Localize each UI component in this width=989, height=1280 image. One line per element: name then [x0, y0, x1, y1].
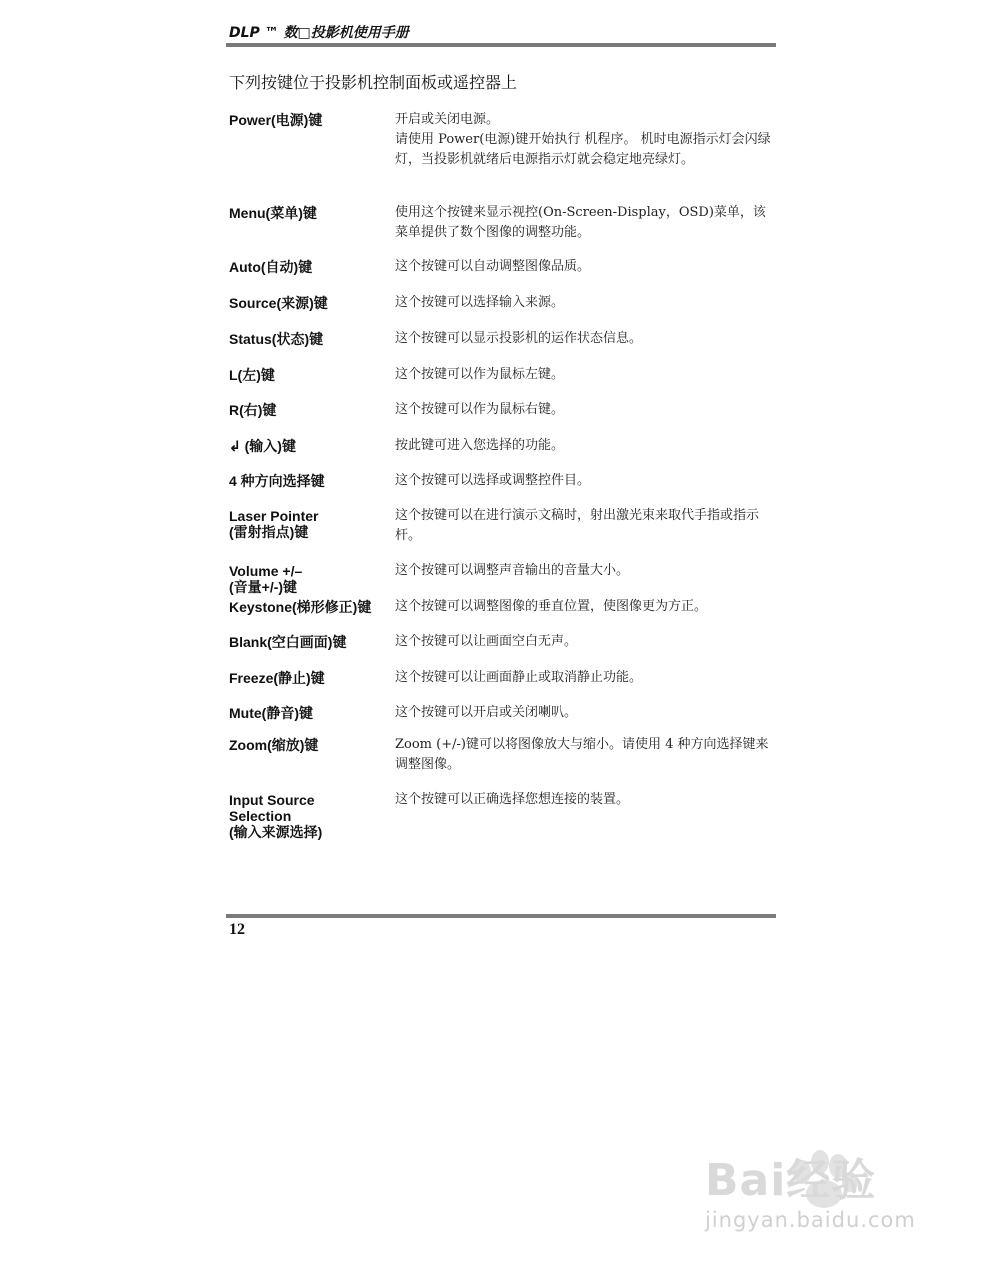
key-name: Status(状态)键: [229, 331, 324, 347]
key-description: 这个按键可以调整声音输出的音量大小。: [395, 563, 630, 578]
key-name: Power(电源)键: [229, 112, 323, 128]
key-description: Zoom (+/-)键可以将图像放大与缩小。请使用 4 种方向选择键来调整图像。: [395, 737, 769, 772]
key-name: Input Source Selection (输入来源选择): [229, 792, 323, 840]
key-description: 这个按键可以调整图像的垂直位置，使图像更为方正。: [395, 599, 708, 614]
key-description: 这个按键可以作为鼠标左键。: [395, 367, 565, 382]
key-description: 这个按键可以开启或关闭喇叭。: [395, 705, 578, 720]
key-description: 这个按键可以作为鼠标右键。: [395, 402, 565, 417]
key-description: 这个按键可以选择输入来源。: [395, 295, 565, 310]
key-description: 这个按键可以在进行演示文稿时，射出激光束来取代手指或指示杆。: [395, 508, 760, 543]
key-name: Keystone(梯形修正)键: [229, 599, 372, 615]
key-description: 按此键可进入您选择的功能。: [395, 438, 565, 453]
header-title: DLP ™ 数□投影机使用手册: [229, 25, 409, 41]
key-name: Freeze(静止)键: [229, 670, 325, 686]
key-description: 这个按键可以让画面空白无声。: [395, 634, 578, 649]
page-number: 12: [229, 921, 245, 938]
watermark-logo-text: Bai经验: [705, 1155, 877, 1206]
key-name: Mute(静音)键: [229, 705, 313, 721]
key-name: 4 种方向选择键: [229, 473, 325, 489]
key-name: Blank(空白画面)键: [229, 634, 347, 650]
section-heading: 下列按键位于投影机控制面板或遥控器上: [229, 73, 518, 92]
key-description: 这个按键可以显示投影机的运作状态信息。: [395, 331, 643, 346]
key-name: Menu(菜单)键: [229, 205, 317, 221]
key-name: Volume +/– (音量+/-)键: [229, 563, 303, 595]
header-rule: [226, 43, 776, 47]
key-description: 这个按键可以让画面静止或取消静止功能。: [395, 670, 643, 685]
key-description: 使用这个按键来显示视控(On-Screen-Display，OSD)菜单，该菜单提供了数个图像的调整功能。: [395, 205, 766, 240]
key-description: 开启或关闭电源。 请使用 Power(电源)键开始执行 机程序。 机时电源指示灯会闪绿灯，当投影机就绪后电源指示灯就会稳定地亮绿灯。: [395, 112, 771, 167]
key-name: Zoom(缩放)键: [229, 737, 319, 753]
key-description: 这个按键可以正确选择您想连接的装置。: [395, 792, 630, 807]
key-name: R(右)键: [229, 402, 277, 418]
footer-rule: [226, 914, 776, 918]
key-name: ↲ (输入)键: [229, 438, 296, 454]
watermark-url: jingyan.baidu.com: [705, 1208, 916, 1232]
key-name: Laser Pointer (雷射指点)键: [229, 508, 319, 540]
key-description: 这个按键可以自动调整图像品质。: [395, 259, 591, 274]
key-name: L(左)键: [229, 367, 275, 383]
key-name: Source(来源)键: [229, 295, 328, 311]
key-name: Auto(自动)键: [229, 259, 313, 275]
key-description: 这个按键可以选择或调整控件目。: [395, 473, 591, 488]
